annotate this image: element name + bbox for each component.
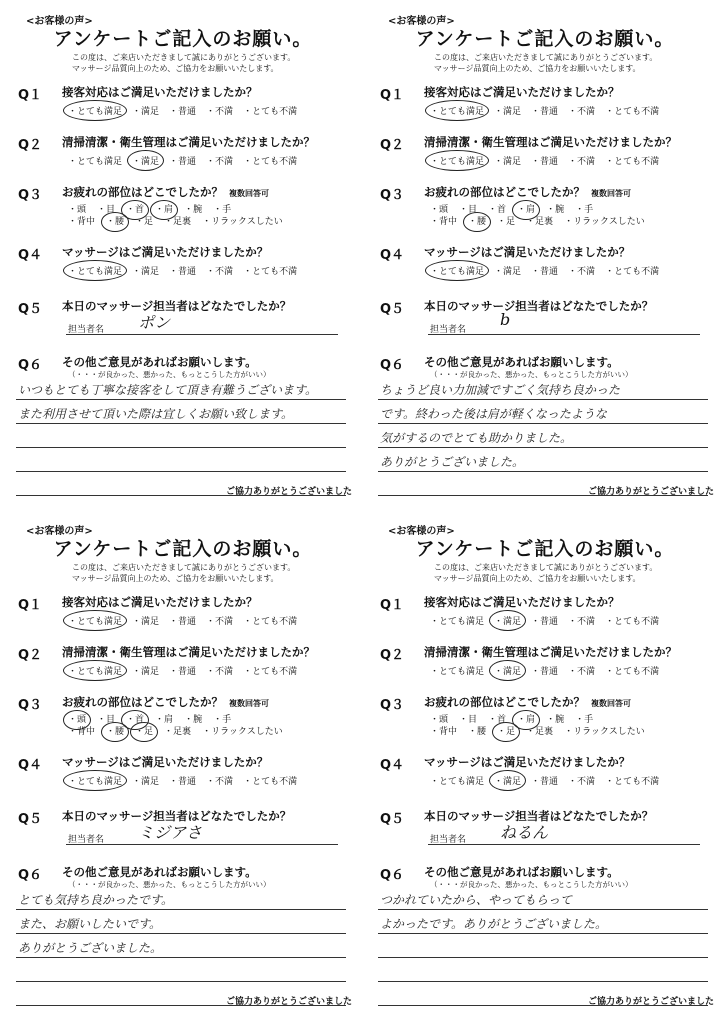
intro-text [72,52,295,74]
option: ・満足 [132,617,160,627]
option: ・首 [488,205,507,215]
survey-title: アンケートご記入のお願い。 [53,538,313,560]
option: ・満足 [132,667,160,677]
option: ・不満 [206,267,234,277]
option: ・不満 [568,777,596,787]
option: ・腕 [184,205,203,215]
question-hint: （・・・が良かった、悪かった、もっとこうした方がいい） [68,880,271,889]
option: ・不満 [568,107,596,117]
question-text: 接客対応はご満足いただけましたか？ [62,595,258,609]
option: ・足 [135,217,154,227]
option: ・普通 [531,107,559,117]
question-text: マッサージはご満足いただけましたか？ [62,245,269,259]
intro-line-1: この度は、ご来店いただきまして誠にありがとうございます。 [72,53,296,62]
option: ・首 [488,715,507,725]
option: ・腕 [184,715,203,725]
comment-line: つかれていたから、やってもらって [380,893,573,907]
multi-select-note: 複数回答可 [591,699,631,708]
staff-name-value: ミジアさ [138,823,203,842]
question-number: Q１ [380,88,405,103]
question-number: Q４ [380,248,405,263]
question-text: 本日のマッサージ担当者はどなたでしたか？ [62,809,292,823]
option: ・目 [459,205,478,215]
option: ・腕 [546,715,565,725]
option: ・とても不満 [605,107,660,117]
option: ・満足 [132,267,160,277]
intro-text [72,562,295,584]
intro-line-1: この度は、ご来店いただきまして誠にありがとうございます。 [434,53,658,62]
option-circled: ・とても満足 [68,774,122,787]
option: ・普通 [169,107,197,117]
q1-options [68,614,307,627]
option: ・目 [97,205,116,215]
option: ・手 [575,205,594,215]
option: ・頭 [68,205,87,215]
question-hint: （・・・が良かった、悪かった、もっとこうした方がいい） [430,370,633,379]
option-circled: ・満足 [132,154,159,167]
question-text: 本日のマッサージ担当者はどなたでしたか？ [424,299,654,313]
comment-line: ありがとうございました。 [380,455,525,469]
q1-options [68,104,307,117]
question-number: Q１ [18,88,43,103]
body-part-grid [68,714,294,738]
question-text: 接客対応はご満足いただけましたか？ [62,85,258,99]
option: ・目 [97,715,116,725]
option: ・手 [213,715,232,725]
staff-name-label: 担当者名 [430,325,467,335]
ruled-line [16,447,346,448]
option-circled: ・足 [497,727,516,737]
question-number: Q４ [18,758,43,773]
option: ・とても満足 [430,777,485,787]
q1-options [430,104,669,117]
question-text [424,184,631,200]
question-text [424,694,631,710]
question-number: Q５ [380,812,405,827]
option: ・とても不満 [243,777,298,787]
option: ・満足 [132,777,160,787]
question-text: マッサージはご満足いただけましたか？ [424,245,631,259]
option: ・普通 [531,777,559,787]
staff-name-label: 担当者名 [68,835,105,845]
option: ・腰 [468,727,487,737]
option: ・足裏 [164,727,192,737]
question-number: Q４ [18,248,43,263]
q1-options [430,614,669,627]
option: ・不満 [568,157,596,167]
question-text: 清掃清潔・衛生管理はご満足いただけましたか？ [62,135,315,149]
option-circled: ・肩 [517,205,536,215]
option-circled: ・首 [126,715,145,725]
intro-line-2: マッサージ品質向上のため、ご協力をお願いいたします。 [434,574,641,583]
question-text [62,184,269,200]
option-circled: ・腰 [468,217,487,227]
option: ・リラックスしたい [564,217,645,227]
body-part-row [430,714,656,726]
thank-you-text: ご協力ありがとうございました [225,997,352,1007]
body-part-grid [68,204,294,228]
thank-you-text: ご協力ありがとうございました [587,487,714,497]
option-circled: ・足 [135,727,154,737]
option: ・普通 [169,617,197,627]
staff-name-line [428,334,700,335]
survey-card [370,8,720,503]
option: ・背中 [430,727,458,737]
option: ・不満 [568,267,596,277]
question-number: Q６ [18,358,43,373]
option: ・とても不満 [605,157,660,167]
q4-options [68,264,307,277]
staff-name-value: ねるん [500,823,549,842]
option: ・とても不満 [605,667,660,677]
body-part-row [430,216,656,228]
option-circled: ・肩 [517,715,536,725]
option: ・不満 [206,617,234,627]
handwritten-comment [380,378,710,474]
multi-select-note: 複数回答可 [229,699,269,708]
option: ・不満 [206,107,234,117]
option: ・頭 [430,715,449,725]
q4-options [430,774,669,787]
survey-card [370,518,720,1013]
body-part-row [430,726,656,738]
question-text: 清掃清潔・衛生管理はご満足いただけましたか？ [424,135,677,149]
intro-line-1: この度は、ご来店いただきまして誠にありがとうございます。 [434,563,658,572]
body-part-grid [430,714,656,738]
question-number: Q５ [18,302,43,317]
q4-options [430,264,669,277]
survey-title: アンケートご記入のお願い。 [415,28,675,50]
comment-line: ありがとうございました。 [18,941,163,955]
multi-select-note: 複数回答可 [591,189,631,198]
question-text: 接客対応はご満足いただけましたか？ [424,595,620,609]
option-circled: ・とても満足 [430,104,484,117]
option: ・不満 [206,667,234,677]
question-label: お疲れの部位はどこでしたか？ [424,695,585,709]
q2-options [68,154,307,167]
question-hint: （・・・が良かった、悪かった、もっとこうした方がいい） [430,880,633,889]
option: ・とても不満 [243,107,298,117]
staff-name-value: ポン [138,313,171,332]
comment-line: とても気持ち良かったです。 [18,893,174,907]
option: ・満足 [494,157,522,167]
question-text: 清掃清潔・衛生管理はご満足いただけましたか？ [62,645,315,659]
question-text: 本日のマッサージ担当者はどなたでしたか？ [424,809,654,823]
option-circled: ・とても満足 [68,264,122,277]
option-circled: ・満足 [494,614,521,627]
option-circled: ・とても満足 [430,264,484,277]
option: ・普通 [531,667,559,677]
option: ・普通 [531,267,559,277]
option: ・足 [497,217,516,227]
question-text: その他ご意見があればお願いします。 [62,355,257,369]
intro-line-2: マッサージ品質向上のため、ご協力をお願いいたします。 [72,574,279,583]
option: ・普通 [169,777,197,787]
customer-voice-tag: <お客様の声> [26,526,93,537]
question-number: Q６ [18,868,43,883]
option: ・足裏 [526,217,554,227]
comment-line: 気がするのでとても助かりました。 [380,431,573,445]
question-text: その他ご意見があればお願いします。 [62,865,257,879]
ruled-line [378,981,708,982]
option: ・リラックスしたい [202,727,283,737]
handwritten-comment [18,378,348,426]
intro-line-2: マッサージ品質向上のため、ご協力をお願いいたします。 [72,64,279,73]
option: ・普通 [169,267,197,277]
option: ・背中 [430,217,458,227]
comment-line: よかったです。ありがとうございました。 [380,917,608,931]
question-number: Q３ [380,698,405,713]
question-label: お疲れの部位はどこでしたか？ [62,695,223,709]
body-part-row [68,204,294,216]
staff-name-line [66,334,338,335]
option: ・腕 [546,205,565,215]
question-text: その他ご意見があればお願いします。 [424,355,619,369]
question-number: Q２ [18,138,43,153]
intro-line-2: マッサージ品質向上のため、ご協力をお願いいたします。 [434,64,641,73]
body-part-grid [430,204,656,228]
option: ・足裏 [164,217,192,227]
option-circled: ・腰 [106,217,125,227]
survey-title: アンケートご記入のお願い。 [415,538,675,560]
option: ・とても不満 [605,777,660,787]
question-label: お疲れの部位はどこでしたか？ [424,185,585,199]
option: ・とても不満 [605,617,660,627]
question-label: お疲れの部位はどこでしたか？ [62,185,223,199]
option: ・頭 [430,205,449,215]
handwritten-comment [380,888,710,936]
question-number: Q４ [380,758,405,773]
option: ・満足 [494,267,522,277]
q2-options [430,154,669,167]
intro-text [434,562,657,584]
option: ・不満 [568,667,596,677]
customer-voice-tag: <お客様の声> [388,16,455,27]
option: ・足裏 [526,727,554,737]
handwritten-comment [18,888,348,960]
option: ・不満 [206,777,234,787]
option: ・手 [575,715,594,725]
option: ・リラックスしたい [202,217,283,227]
option: ・とても不満 [243,617,298,627]
option: ・満足 [494,107,522,117]
option-circled: ・首 [126,205,145,215]
option: ・とても不満 [605,267,660,277]
option-circled: ・とても満足 [68,104,122,117]
option-circled: ・満足 [494,664,521,677]
question-text [62,694,269,710]
option: ・背中 [68,727,96,737]
option-circled: ・満足 [494,774,521,787]
thank-you-text: ご協力ありがとうございました [587,997,714,1007]
question-number: Q２ [380,648,405,663]
survey-card [8,518,358,1013]
option: ・目 [459,715,478,725]
option-circled: ・とても満足 [430,154,484,167]
comment-line: ちょうど良い力加減ですごく気持ち良かった [380,383,621,397]
option-circled: ・腰 [106,727,125,737]
option: ・とても不満 [243,667,298,677]
body-part-row [430,204,656,216]
option: ・とても不満 [243,267,298,277]
thank-you-text: ご協力ありがとうございました [225,487,352,497]
q2-options [430,664,669,677]
question-number: Q６ [380,358,405,373]
option-circled: ・肩 [155,205,174,215]
option: ・普通 [531,617,559,627]
question-text: 本日のマッサージ担当者はどなたでしたか？ [62,299,292,313]
q4-options [68,774,307,787]
q2-options [68,664,307,677]
ruled-line [16,981,346,982]
option: ・手 [213,205,232,215]
option: ・とても満足 [430,617,485,627]
staff-name-label: 担当者名 [68,325,105,335]
customer-voice-tag: <お客様の声> [388,526,455,537]
body-part-row [68,714,294,726]
question-text: その他ご意見があればお願いします。 [424,865,619,879]
option: ・とても満足 [68,157,123,167]
option: ・とても不満 [243,157,298,167]
multi-select-note: 複数回答可 [229,189,269,198]
question-hint: （・・・が良かった、悪かった、もっとこうした方がいい） [68,370,271,379]
option: ・背中 [68,217,96,227]
question-text: 清掃清潔・衛生管理はご満足いただけましたか？ [424,645,677,659]
question-number: Q２ [380,138,405,153]
survey-card [8,8,358,503]
staff-name-line [428,844,700,845]
question-number: Q１ [380,598,405,613]
option: ・肩 [155,715,174,725]
body-part-row [68,216,294,228]
question-number: Q６ [380,868,405,883]
staff-name-value: b [500,310,511,329]
option: ・不満 [568,617,596,627]
option-circled: ・とても満足 [68,614,122,627]
survey-title: アンケートご記入のお願い。 [53,28,313,50]
staff-name-label: 担当者名 [430,835,467,845]
staff-name-line [66,844,338,845]
option: ・とても満足 [430,667,485,677]
question-text: マッサージはご満足いただけましたか？ [424,755,631,769]
body-part-row [68,726,294,738]
option: ・リラックスしたい [564,727,645,737]
option-circled: ・頭 [68,715,87,725]
option: ・満足 [132,107,160,117]
comment-line: また、お願いしたいです。 [18,917,162,931]
question-number: Q３ [380,188,405,203]
option: ・普通 [169,667,197,677]
comment-line: いつもとても丁寧な接客をして頂き有難うございます。 [18,383,318,397]
comment-line: また利用させて頂いた際は宜しくお願い致します。 [18,407,294,421]
ruled-line [378,957,708,958]
customer-voice-tag: <お客様の声> [26,16,93,27]
option: ・普通 [169,157,197,167]
question-number: Q３ [18,698,43,713]
intro-line-1: この度は、ご来店いただきまして誠にありがとうございます。 [72,563,296,572]
question-number: Q５ [18,812,43,827]
ruled-line [16,471,346,472]
question-text: 接客対応はご満足いただけましたか？ [424,85,620,99]
option: ・不満 [206,157,234,167]
option-circled: ・とても満足 [68,664,122,677]
question-number: Q３ [18,188,43,203]
option: ・普通 [531,157,559,167]
question-text: マッサージはご満足いただけましたか？ [62,755,269,769]
intro-text [434,52,657,74]
question-number: Q５ [380,302,405,317]
question-number: Q２ [18,648,43,663]
question-number: Q１ [18,598,43,613]
comment-line: です。終わった後は肩が軽くなったような [380,407,607,421]
